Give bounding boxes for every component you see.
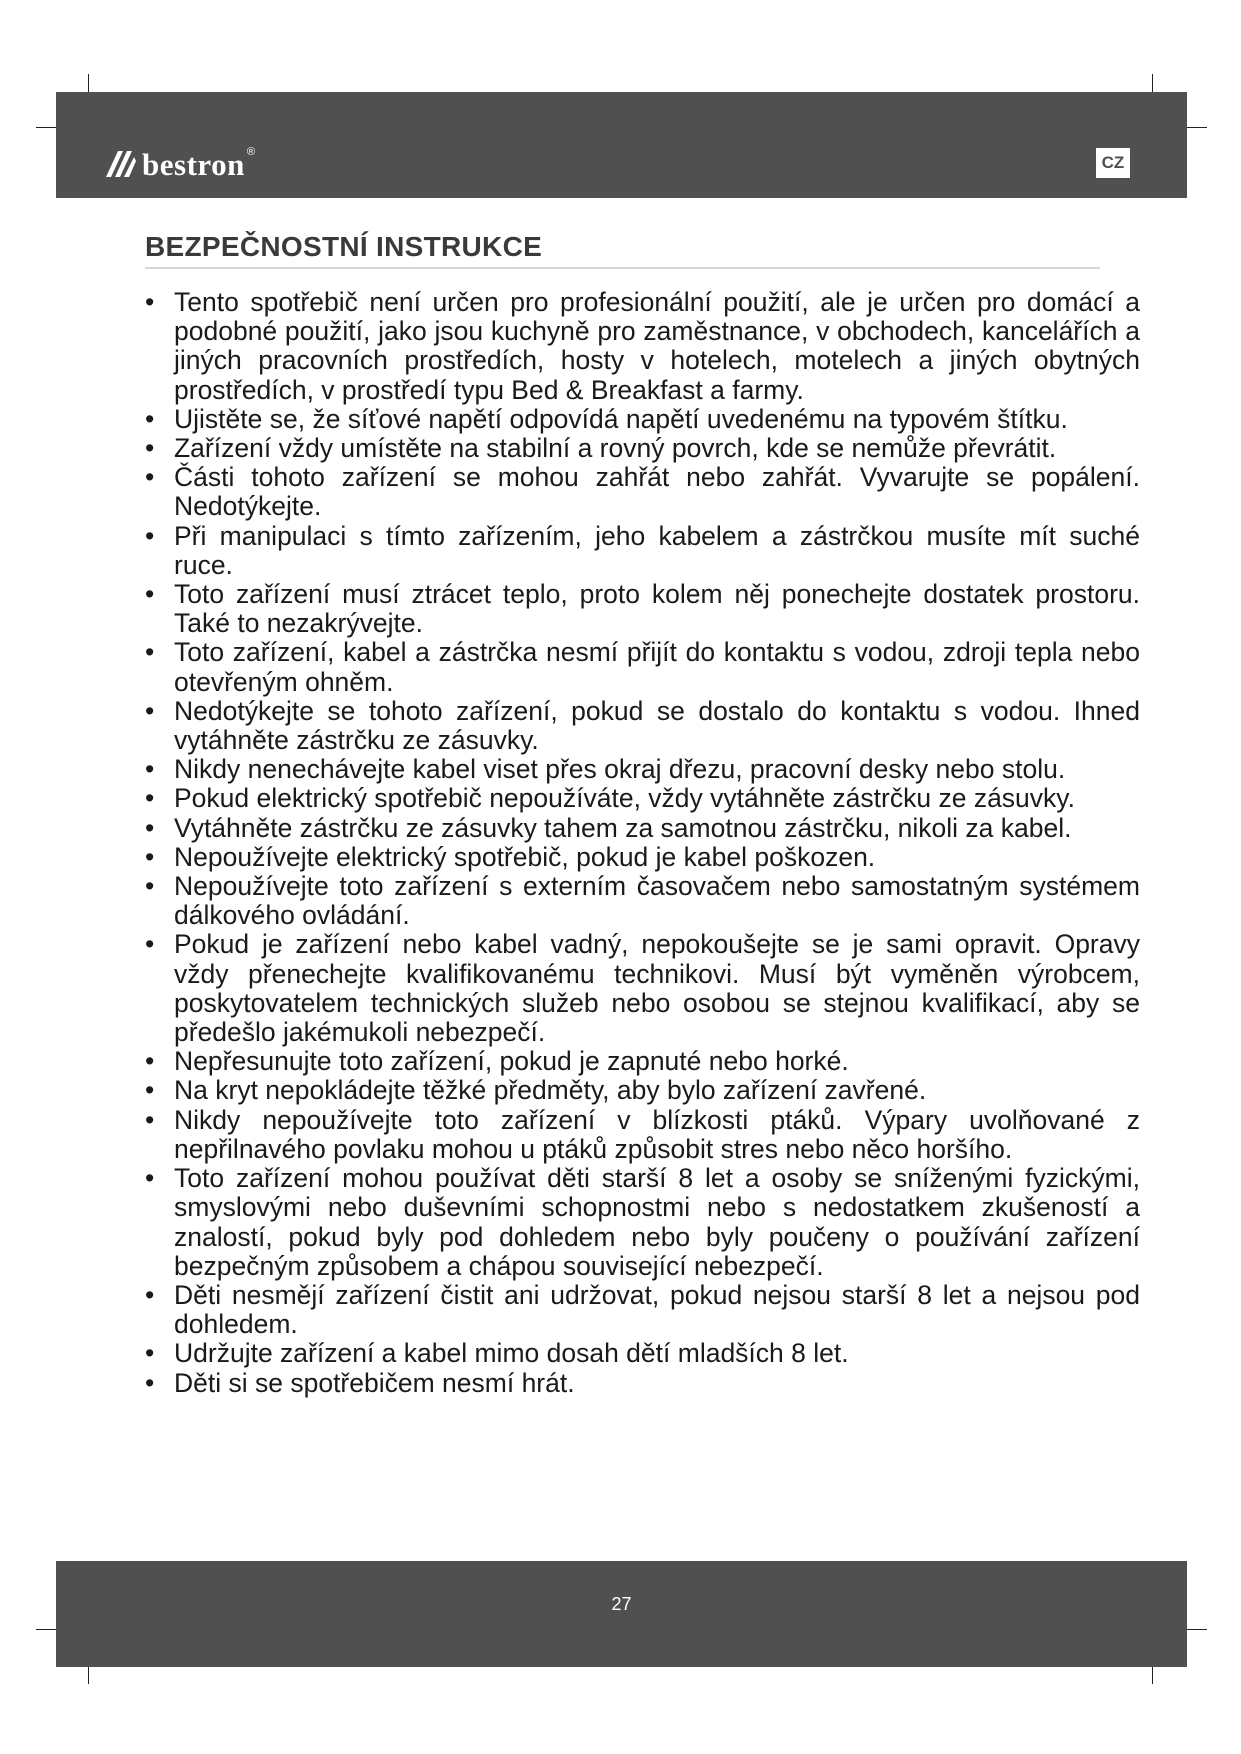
list-item: • Ujistěte se, že síťové napětí odpovídá napětí uvedenému na typovém štítku. bbox=[140, 405, 1140, 434]
list-item: • Nedotýkejte se tohoto zařízení, pokud se dostalo do kontaktu s vodou. Ihned vytáhněte zástrčku ze zásuvky. bbox=[140, 697, 1140, 755]
header-bar bbox=[56, 92, 1187, 198]
list-item: • Nepřesunujte toto zařízení, pokud je zapnuté nebo horké. bbox=[140, 1047, 1140, 1076]
footer-bar bbox=[56, 1561, 1187, 1667]
list-item: • Děti nesmějí zařízení čistit ani udržovat, pokud nejsou starší 8 let a nejsou pod dohledem. bbox=[140, 1281, 1140, 1339]
title-divider bbox=[145, 267, 1100, 269]
double-chevron-icon bbox=[104, 147, 138, 181]
list-item: • Zařízení vždy umístěte na stabilní a rovný povrch, kde se nemůže převrátit. bbox=[140, 434, 1140, 463]
list-item: • Části tohoto zařízení se mohou zahřát nebo zahřát. Vyvarujte se popálení. Nedotýkejte. bbox=[140, 463, 1140, 521]
language-badge: CZ bbox=[1096, 148, 1130, 178]
list-item: • Nepoužívejte toto zařízení s externím časovačem nebo samostatným systémem dálkového ovládání. bbox=[140, 872, 1140, 930]
list-item: • Toto zařízení mohou používat děti starší 8 let a osoby se sníženými fyzickými, smyslovými nebo duševními schopnostmi nebo s nedostatkem zkušeností a znalostí, pokud byly pod dohledem nebo byly poučeny o používání zařízení bezpečným způsobem a chápou související nebezpečí. bbox=[140, 1164, 1140, 1281]
brand-logo bbox=[104, 144, 255, 184]
list-item: • Při manipulaci s tímto zařízením, jeho kabelem a zástrčkou musíte mít suché ruce. bbox=[140, 522, 1140, 580]
list-item: • Vytáhněte zástrčku ze zásuvky tahem za samotnou zástrčku, nikoli za kabel. bbox=[140, 814, 1140, 843]
list-item: • Udržujte zařízení a kabel mimo dosah dětí mladších 8 let. bbox=[140, 1339, 1140, 1368]
list-item: • Nikdy nepoužívejte toto zařízení v blízkosti ptáků. Výpary uvolňované z nepřilnavého povlaku mohou u ptáků způsobit stres nebo něco horšího. bbox=[140, 1106, 1140, 1164]
list-item: • Nikdy nenechávejte kabel viset přes okraj dřezu, pracovní desky nebo stolu. bbox=[140, 755, 1140, 784]
list-item: • Toto zařízení, kabel a zástrčka nesmí přijít do kontaktu s vodou, zdroji tepla nebo otevřeným ohněm. bbox=[140, 638, 1140, 696]
page-number: 27 bbox=[611, 1594, 632, 1614]
page-title: BEZPEČNOSTNÍ INSTRUKCE bbox=[145, 231, 543, 262]
safety-instructions-list bbox=[140, 288, 1140, 1398]
list-item: • Nepoužívejte elektrický spotřebič, pokud je kabel poškozen. bbox=[140, 843, 1140, 872]
list-item: • Pokud je zařízení nebo kabel vadný, nepokoušejte se je sami opravit. Opravy vždy přenechejte kvalifikovanému technikovi. Musí být vyměněn výrobcem, poskytovatelem technických služeb nebo osobou se stejnou kvalifikací, aby se předešlo jakémukoli nebezpečí. bbox=[140, 930, 1140, 1047]
registered-mark: ® bbox=[246, 146, 255, 158]
brand-name: bestron bbox=[142, 146, 245, 182]
list-item: • Tento spotřebič není určen pro profesionální použití, ale je určen pro domácí a podobné použití, jako jsou kuchyně pro zaměstnance, v obchodech, kancelářích a jiných pracovních prostředích, hosty v hotelech, motelech a jiných obytných prostředích, v prostředí typu Bed & Breakfast a farmy. bbox=[140, 288, 1140, 405]
list-item: • Na kryt nepokládejte těžké předměty, aby bylo zařízení zavřené. bbox=[140, 1076, 1140, 1105]
list-item: • Toto zařízení musí ztrácet teplo, proto kolem něj ponechejte dostatek prostoru. Také to nezakrývejte. bbox=[140, 580, 1140, 638]
list-item: • Děti si se spotřebičem nesmí hrát. bbox=[140, 1369, 1140, 1398]
list-item: • Pokud elektrický spotřebič nepoužíváte, vždy vytáhněte zástrčku ze zásuvky. bbox=[140, 784, 1140, 813]
